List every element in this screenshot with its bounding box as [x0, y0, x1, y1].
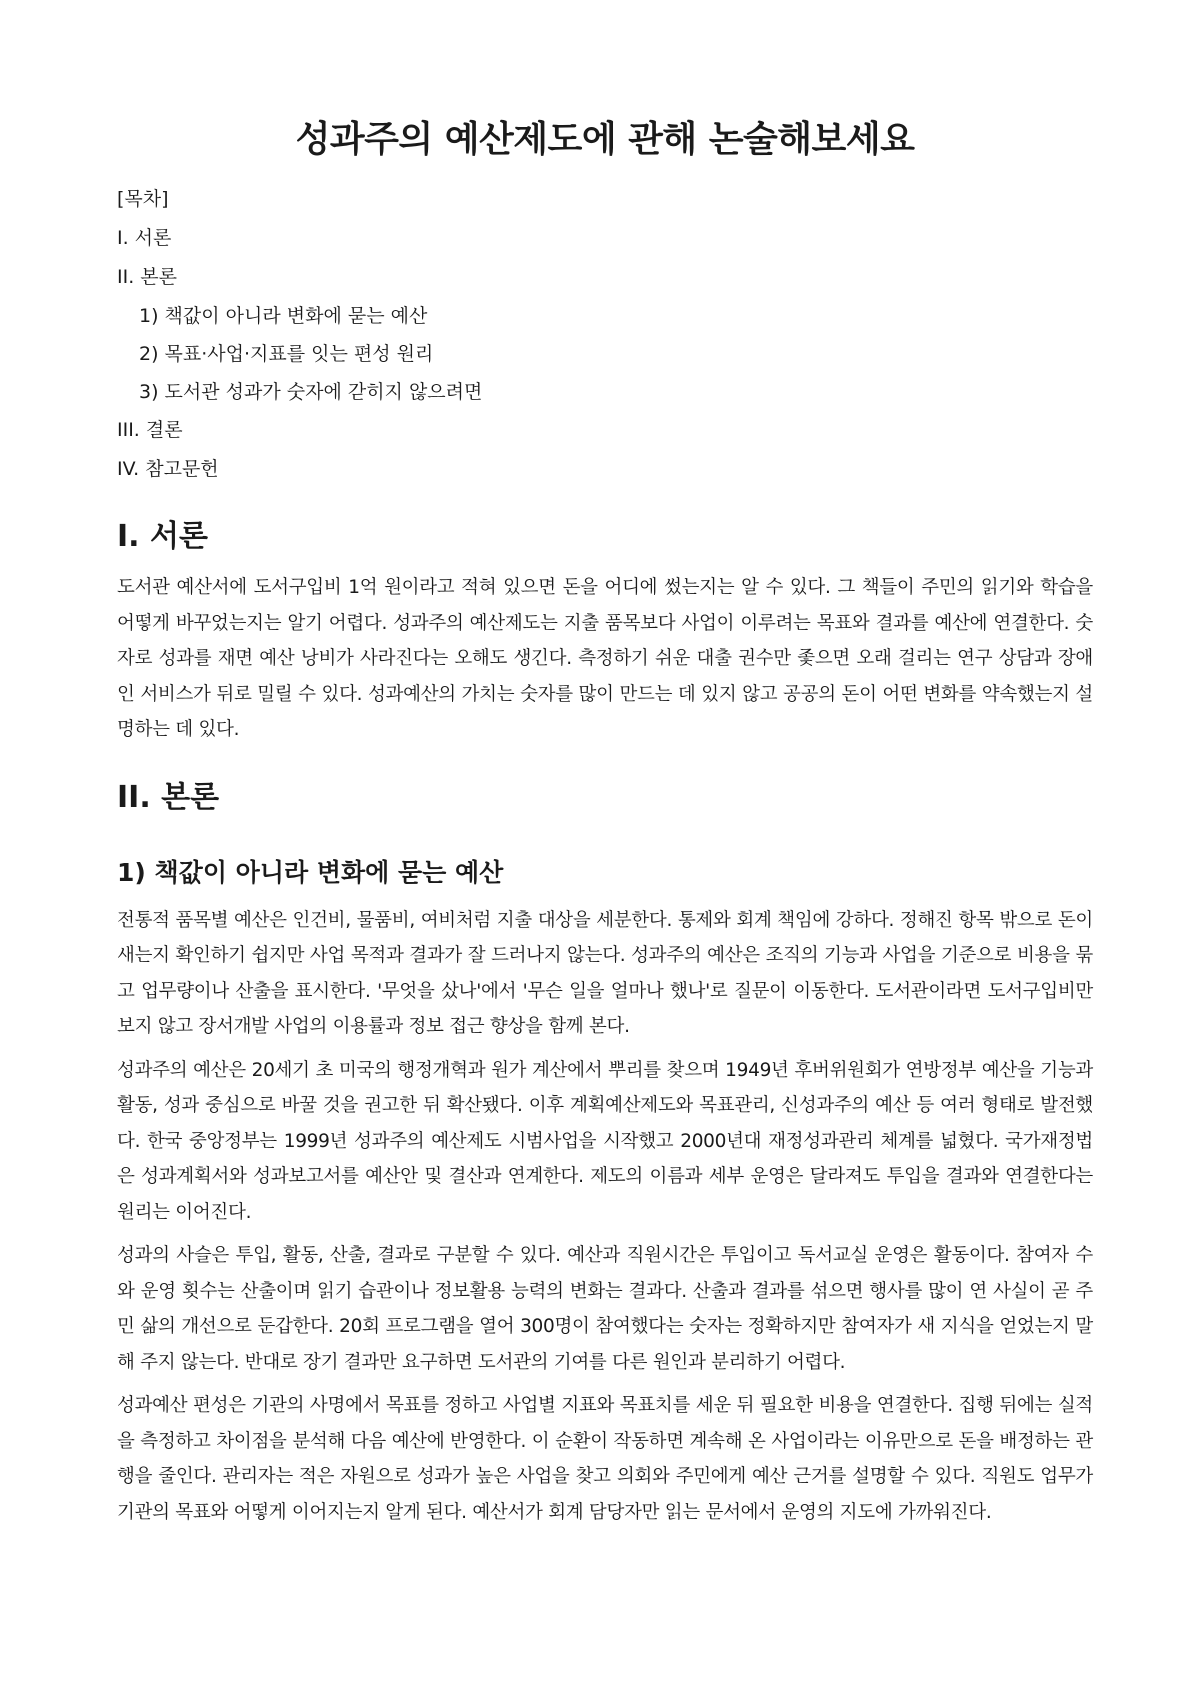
document-title: 성과주의 예산제도에 관해 논술해보세요 [295, 119, 915, 160]
section-heading-intro: I. 서론 [117, 519, 208, 554]
body-paragraph: 성과의 사슬은 투입, 활동, 산출, 결과로 구분할 수 있다. 예산과 직원시간은 투입이고 독서교실 운영은 활동이다. 참여자 수와 운영 횟수는 산출이며 읽기 습관이나 정보활용 능력의 변화는 결과다. 산출과 결과를 섞으면 행사를 많이 연 사실이 곧 주민 삶의 개선으로 둔갑한다. 20회 프로그램을 열어 300명이 참여했다는 숫자는 정확하지만 참여자가 새 지식을 얻었는지 말해 주지 않는다. 반대로 장기 결과만 요구하면 도서관의 기여를 다른 원인과 분리하기 어렵다. [117, 1245, 1093, 1373]
toc-heading: [목차] [117, 188, 169, 210]
toc-item-intro: I. 서론 [117, 227, 172, 249]
toc-item-body: II. 본론 [117, 266, 177, 288]
toc-item-references: IV. 참고문헌 [117, 458, 219, 480]
subsection-heading-1: 1) 책값이 아니라 변화에 묻는 예산 [117, 857, 504, 887]
body-paragraph: 성과주의 예산은 20세기 초 미국의 행정개혁과 원가 계산에서 뿌리를 찾으며 1949년 후버위원회가 연방정부 예산을 기능과 활동, 성과 중심으로 바꿀 것을 권고한 뒤 확산됐다. 이후 계획예산제도와 목표관리, 신성과주의 예산 등 여러 형태로 발전했다. 한국 중앙정부는 1999년 성과주의 예산제도 시범사업을 시작했고 2000년대 재정성과관리 체계를 넓혔다. 국가재정법은 성과계획서와 성과보고서를 예산안 및 결산과 연계한다. 제도의 이름과 세부 운영은 달라져도 투입을 결과와 연결한다는 원리는 이어진다. [117, 1059, 1093, 1223]
table-of-contents [117, 186, 1093, 483]
body-paragraph: 전통적 품목별 예산은 인건비, 물품비, 여비처럼 지출 대상을 세분한다. 통제와 회계 책임에 강하다. 정해진 항목 밖으로 돈이 새는지 확인하기 쉽지만 사업 목적과 결과가 잘 드러나지 않는다. 성과주의 예산은 조직의 기능과 사업을 기준으로 비용을 묶고 업무량이나 산출을 표시한다. '무엇을 샀나'에서 '무슨 일을 얼마나 했나'로 질문이 이동한다. 도서관이라면 도서구입비만 보지 않고 장서개발 사업의 이용률과 정보 접근 향상을 함께 본다. [117, 909, 1093, 1037]
intro-paragraph: 도서관 예산서에 도서구입비 1억 원이라고 적혀 있으면 돈을 어디에 썼는지는 알 수 있다. 그 책들이 주민의 읽기와 학습을 어떻게 바꾸었는지는 알기 어렵다. 성과주의 예산제도는 지출 품목보다 사업이 이루려는 목표와 결과를 예산에 연결한다. 숫자로 성과를 재면 예산 낭비가 사라진다는 오해도 생긴다. 측정하기 쉬운 대출 권수만 좇으면 오래 걸리는 연구 상담과 장애인 서비스가 뒤로 밀릴 수 있다. 성과예산의 가치는 숫자를 많이 만드는 데 있지 않고 공공의 돈이 어떤 변화를 약속했는지 설명하는 데 있다. [117, 577, 1093, 740]
toc-item-body-3: 3) 도서관 성과가 숫자에 갇히지 않으려면 [139, 381, 483, 403]
toc-item-body-1: 1) 책값이 아니라 변화에 묻는 예산 [139, 305, 428, 327]
section-heading-body: II. 본론 [117, 779, 220, 815]
body-paragraph: 성과예산 편성은 기관의 사명에서 목표를 정하고 사업별 지표와 목표치를 세운 뒤 필요한 비용을 연결한다. 집행 뒤에는 실적을 측정하고 차이점을 분석해 다음 예산에 반영한다. 이 순환이 작동하면 계속해 온 사업이라는 이유만으로 돈을 배정하는 관행을 줄인다. 관리자는 적은 자원으로 성과가 높은 사업을 찾고 의회와 주민에게 예산 근거를 설명할 수 있다. 직원도 업무가 기관의 목표와 어떻게 이어지는지 알게 된다. 예산서가 회계 담당자만 읽는 문서에서 운영의 지도에 가까워진다. [117, 1395, 1093, 1523]
toc-item-conclusion: III. 결론 [117, 419, 183, 441]
toc-item-body-2: 2) 목표·사업·지표를 잇는 편성 원리 [139, 343, 434, 365]
